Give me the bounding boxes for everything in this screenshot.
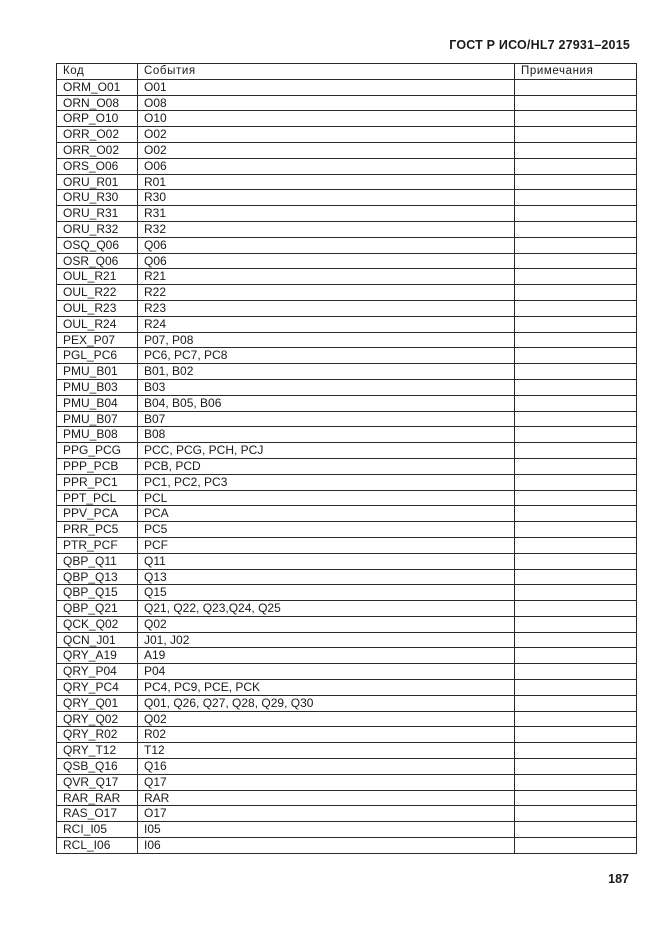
- table-row: [57, 411, 637, 427]
- table-row: [57, 616, 637, 632]
- table-row: [57, 127, 637, 143]
- table-row: [57, 427, 637, 443]
- cell-events: O06: [138, 158, 515, 174]
- cell-code: QBP_Q15: [57, 585, 138, 601]
- cell-events: R23: [138, 300, 515, 316]
- cell-notes: [515, 300, 637, 316]
- cell-events: R21: [138, 269, 515, 285]
- cell-events: PC1, PC2, PC3: [138, 474, 515, 490]
- table-row: [57, 142, 637, 158]
- cell-code: PMU_B07: [57, 411, 138, 427]
- table-row: [57, 95, 637, 111]
- cell-events: R31: [138, 206, 515, 222]
- table-row: [57, 379, 637, 395]
- table-row: [57, 221, 637, 237]
- cell-notes: [515, 127, 637, 143]
- cell-events: O10: [138, 111, 515, 127]
- cell-events: RAR: [138, 790, 515, 806]
- table-row: [57, 158, 637, 174]
- cell-events: PC6, PC7, PC8: [138, 348, 515, 364]
- table-row: [57, 774, 637, 790]
- cell-events: B01, B02: [138, 364, 515, 380]
- cell-events: J01, J02: [138, 632, 515, 648]
- cell-code: ORP_O10: [57, 111, 138, 127]
- cell-code: QBP_Q13: [57, 569, 138, 585]
- cell-code: PMU_B01: [57, 364, 138, 380]
- table-row: [57, 332, 637, 348]
- cell-events: Q13: [138, 569, 515, 585]
- table-row: [57, 522, 637, 538]
- cell-code: PPG_PCG: [57, 443, 138, 459]
- table-row: [57, 537, 637, 553]
- cell-events: O08: [138, 95, 515, 111]
- table-row: [57, 806, 637, 822]
- table-row: [57, 790, 637, 806]
- cell-code: ORN_O08: [57, 95, 138, 111]
- cell-code: PMU_B04: [57, 395, 138, 411]
- cell-events: R32: [138, 221, 515, 237]
- cell-notes: [515, 616, 637, 632]
- cell-notes: [515, 142, 637, 158]
- cell-code: RAS_O17: [57, 806, 138, 822]
- cell-notes: [515, 806, 637, 822]
- cell-events: Q02: [138, 616, 515, 632]
- cell-notes: [515, 332, 637, 348]
- table-row: [57, 300, 637, 316]
- column-header-code: Код: [57, 64, 138, 80]
- cell-code: QBP_Q21: [57, 601, 138, 617]
- cell-code: RAR_RAR: [57, 790, 138, 806]
- cell-notes: [515, 269, 637, 285]
- cell-events: B08: [138, 427, 515, 443]
- cell-notes: [515, 316, 637, 332]
- cell-notes: [515, 743, 637, 759]
- table-row: [57, 348, 637, 364]
- cell-code: ORR_O02: [57, 127, 138, 143]
- table-row: [57, 585, 637, 601]
- cell-notes: [515, 206, 637, 222]
- cell-notes: [515, 680, 637, 696]
- table-row: [57, 711, 637, 727]
- cell-notes: [515, 585, 637, 601]
- cell-code: QBP_Q11: [57, 553, 138, 569]
- table-row: [57, 553, 637, 569]
- table-row: [57, 269, 637, 285]
- cell-code: PGL_PC6: [57, 348, 138, 364]
- cell-events: Q21, Q22, Q23,Q24, Q25: [138, 601, 515, 617]
- table-row: [57, 285, 637, 301]
- table-row: [57, 237, 637, 253]
- cell-code: QRY_T12: [57, 743, 138, 759]
- cell-code: RCL_I06: [57, 838, 138, 854]
- cell-events: R22: [138, 285, 515, 301]
- cell-code: ORM_O01: [57, 79, 138, 95]
- cell-notes: [515, 711, 637, 727]
- table-row: [57, 838, 637, 854]
- table-body: [57, 79, 637, 853]
- cell-notes: [515, 379, 637, 395]
- cell-events: R24: [138, 316, 515, 332]
- table-row: [57, 190, 637, 206]
- cell-notes: [515, 95, 637, 111]
- cell-notes: [515, 474, 637, 490]
- cell-code: QRY_Q01: [57, 695, 138, 711]
- cell-notes: [515, 537, 637, 553]
- cell-code: OSR_Q06: [57, 253, 138, 269]
- table-row: [57, 759, 637, 775]
- cell-events: R02: [138, 727, 515, 743]
- cell-notes: [515, 443, 637, 459]
- cell-code: OUL_R24: [57, 316, 138, 332]
- column-header-notes: Примечания: [515, 64, 637, 80]
- cell-events: PC5: [138, 522, 515, 538]
- table-row: [57, 174, 637, 190]
- cell-events: Q15: [138, 585, 515, 601]
- cell-notes: [515, 569, 637, 585]
- cell-notes: [515, 458, 637, 474]
- cell-events: B04, B05, B06: [138, 395, 515, 411]
- table-row: [57, 443, 637, 459]
- cell-code: OSQ_Q06: [57, 237, 138, 253]
- cell-events: PCC, PCG, PCH, PCJ: [138, 443, 515, 459]
- cell-code: PTR_PCF: [57, 537, 138, 553]
- cell-notes: [515, 348, 637, 364]
- cell-notes: [515, 506, 637, 522]
- cell-code: PPR_PC1: [57, 474, 138, 490]
- table-header: [57, 64, 637, 80]
- cell-notes: [515, 158, 637, 174]
- table-row: [57, 695, 637, 711]
- cell-notes: [515, 759, 637, 775]
- cell-notes: [515, 601, 637, 617]
- cell-code: ORS_O06: [57, 158, 138, 174]
- cell-events: O01: [138, 79, 515, 95]
- table-row: [57, 364, 637, 380]
- cell-notes: [515, 427, 637, 443]
- cell-code: QRY_A19: [57, 648, 138, 664]
- table-row: [57, 680, 637, 696]
- cell-events: Q06: [138, 237, 515, 253]
- cell-code: ORU_R01: [57, 174, 138, 190]
- cell-code: QRY_PC4: [57, 680, 138, 696]
- cell-events: I05: [138, 822, 515, 838]
- table-row: [57, 111, 637, 127]
- cell-code: ORU_R31: [57, 206, 138, 222]
- cell-events: R01: [138, 174, 515, 190]
- table-row: [57, 648, 637, 664]
- cell-events: P04: [138, 664, 515, 680]
- table-row: [57, 458, 637, 474]
- cell-events: PCL: [138, 490, 515, 506]
- cell-events: Q11: [138, 553, 515, 569]
- cell-notes: [515, 490, 637, 506]
- cell-notes: [515, 174, 637, 190]
- cell-events: O02: [138, 142, 515, 158]
- table-row: [57, 632, 637, 648]
- cell-code: QSB_Q16: [57, 759, 138, 775]
- cell-notes: [515, 632, 637, 648]
- table-row: [57, 253, 637, 269]
- cell-notes: [515, 822, 637, 838]
- cell-notes: [515, 695, 637, 711]
- cell-code: QCK_Q02: [57, 616, 138, 632]
- cell-code: ORU_R32: [57, 221, 138, 237]
- column-header-events: События: [138, 64, 515, 80]
- cell-notes: [515, 727, 637, 743]
- cell-code: PMU_B08: [57, 427, 138, 443]
- events-table: [56, 63, 637, 854]
- cell-events: I06: [138, 838, 515, 854]
- cell-events: Q02: [138, 711, 515, 727]
- table-row: [57, 822, 637, 838]
- cell-code: OUL_R21: [57, 269, 138, 285]
- cell-code: QRY_Q02: [57, 711, 138, 727]
- cell-notes: [515, 395, 637, 411]
- cell-events: Q01, Q26, Q27, Q28, Q29, Q30: [138, 695, 515, 711]
- cell-code: QVR_Q17: [57, 774, 138, 790]
- table-row: [57, 743, 637, 759]
- cell-events: A19: [138, 648, 515, 664]
- cell-code: PRR_PC5: [57, 522, 138, 538]
- cell-events: O02: [138, 127, 515, 143]
- cell-code: QCN_J01: [57, 632, 138, 648]
- cell-notes: [515, 664, 637, 680]
- table-header-row: [57, 64, 637, 80]
- cell-notes: [515, 79, 637, 95]
- table-row: [57, 601, 637, 617]
- cell-code: QRY_R02: [57, 727, 138, 743]
- cell-code: OUL_R22: [57, 285, 138, 301]
- cell-notes: [515, 253, 637, 269]
- cell-notes: [515, 411, 637, 427]
- cell-code: RCI_I05: [57, 822, 138, 838]
- cell-events: O17: [138, 806, 515, 822]
- cell-code: ORU_R30: [57, 190, 138, 206]
- table-row: [57, 664, 637, 680]
- table-row: [57, 79, 637, 95]
- cell-notes: [515, 790, 637, 806]
- cell-code: OUL_R23: [57, 300, 138, 316]
- cell-code: QRY_P04: [57, 664, 138, 680]
- cell-events: B03: [138, 379, 515, 395]
- cell-code: ORR_O02: [57, 142, 138, 158]
- cell-notes: [515, 522, 637, 538]
- cell-notes: [515, 190, 637, 206]
- cell-notes: [515, 364, 637, 380]
- cell-notes: [515, 838, 637, 854]
- cell-notes: [515, 285, 637, 301]
- cell-notes: [515, 111, 637, 127]
- table-row: [57, 727, 637, 743]
- table-row: [57, 395, 637, 411]
- table-row: [57, 206, 637, 222]
- table-row: [57, 474, 637, 490]
- cell-events: B07: [138, 411, 515, 427]
- cell-code: PEX_P07: [57, 332, 138, 348]
- table-row: [57, 490, 637, 506]
- cell-notes: [515, 774, 637, 790]
- cell-notes: [515, 553, 637, 569]
- cell-events: Q17: [138, 774, 515, 790]
- cell-events: PC4, PC9, PCE, PCK: [138, 680, 515, 696]
- table-row: [57, 569, 637, 585]
- table-row: [57, 506, 637, 522]
- cell-notes: [515, 237, 637, 253]
- cell-code: PPV_PCA: [57, 506, 138, 522]
- document-header-standard: ГОСТ Р ИСО/HL7 27931–2015: [449, 38, 630, 52]
- cell-events: P07, P08: [138, 332, 515, 348]
- cell-events: Q16: [138, 759, 515, 775]
- cell-events: PCA: [138, 506, 515, 522]
- cell-code: PPT_PCL: [57, 490, 138, 506]
- cell-events: Q06: [138, 253, 515, 269]
- cell-code: PPP_PCB: [57, 458, 138, 474]
- cell-code: PMU_B03: [57, 379, 138, 395]
- table-row: [57, 316, 637, 332]
- page-number: 187: [608, 872, 629, 886]
- cell-notes: [515, 648, 637, 664]
- cell-events: R30: [138, 190, 515, 206]
- cell-events: PCF: [138, 537, 515, 553]
- cell-events: T12: [138, 743, 515, 759]
- cell-events: PCB, PCD: [138, 458, 515, 474]
- cell-notes: [515, 221, 637, 237]
